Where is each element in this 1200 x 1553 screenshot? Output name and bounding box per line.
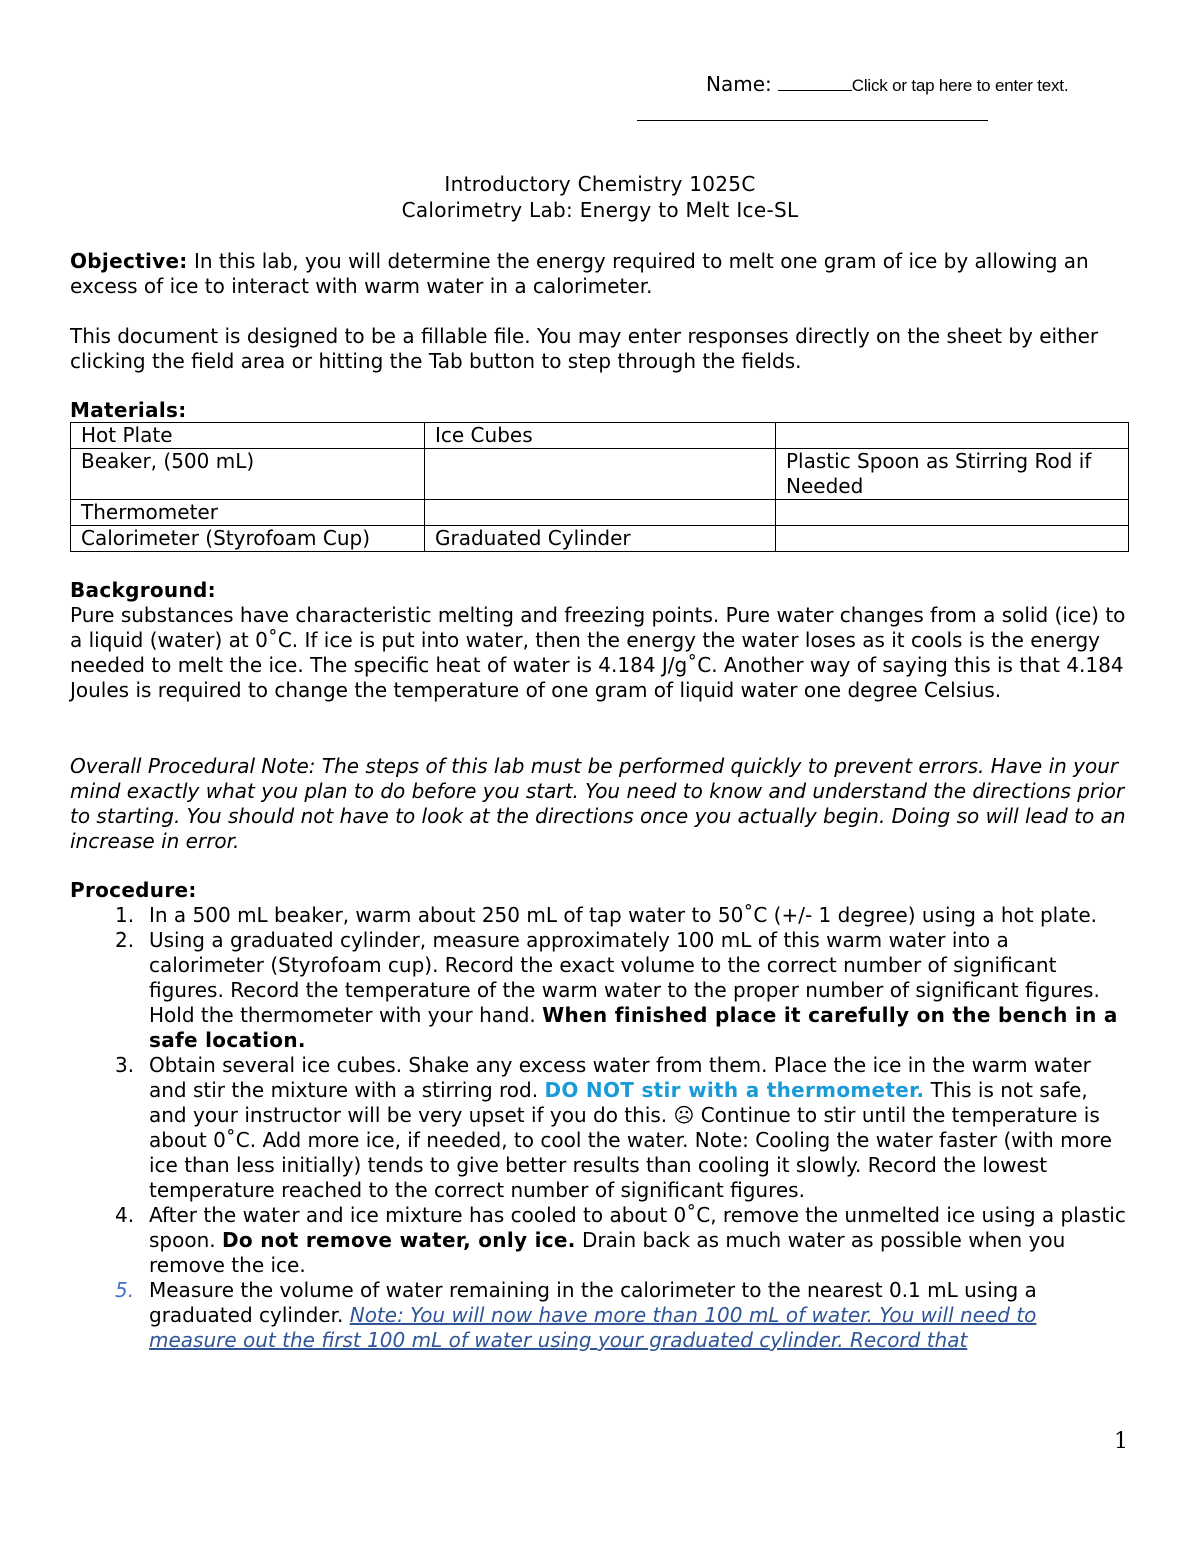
fillable-note: This document is designed to be a fillable file. You may enter responses directly on the sheet by either clicking the field area or hitting the Tab button to step through the fields.: [70, 324, 1099, 373]
table-row: [71, 526, 1129, 552]
table-row: [71, 449, 1129, 500]
step-number: 3.: [115, 1053, 135, 1077]
table-cell: Hot Plate: [71, 423, 425, 449]
step-number: 1.: [115, 903, 135, 927]
table-cell: [776, 423, 1129, 449]
procedure-heading: Procedure:: [70, 878, 197, 902]
list-item: [70, 1053, 1130, 1203]
list-item: [70, 928, 1130, 1053]
background-text: Pure substances have characteristic melting and freezing points. Pure water changes from a solid (ice) to a liquid (water) at 0˚C. If ice is put into water, then the energy the water loses as it cools is the energy needed to melt the ice. The specific heat of water is 4.184 J/g˚C. Another way of saying this is that 4.184 Joules is required to change the temperature of one gram of liquid water one degree Celsius.: [70, 603, 1126, 702]
step-bold-text: Do not remove water, only ice.: [221, 1228, 576, 1252]
table-cell: Plastic Spoon as Stirring Rod if Needed: [776, 449, 1129, 500]
name-label: Name:: [706, 72, 772, 96]
materials-heading: Materials:: [70, 398, 187, 422]
background-heading: Background:: [70, 578, 216, 602]
step-number: 4.: [115, 1203, 135, 1227]
table-cell: [776, 500, 1129, 526]
step-text: Obtain several ice cubes. Shake any excess water from them. Place the ice in the warm water and stir the mixture with a stirring rod.: [149, 1053, 1091, 1102]
table-cell: Ice Cubes: [425, 423, 776, 449]
table-cell: [425, 449, 776, 500]
step-text: After the water and ice mixture has cooled to about 0˚C, remove the unmelted ice using a plastic spoon.: [149, 1203, 1126, 1252]
name-underline: [778, 72, 852, 91]
table-cell: Beaker, (500 mL): [71, 449, 425, 500]
course-title: Introductory Chemistry 1025C: [444, 172, 756, 196]
name-input-field[interactable]: Click or tap here to enter text.: [851, 76, 1069, 95]
objective-label: Objective:: [70, 249, 188, 273]
table-cell: [425, 500, 776, 526]
table-cell: Thermometer: [71, 500, 425, 526]
table-row: [71, 423, 1129, 449]
objective-paragraph: [70, 249, 1130, 299]
step-text: This is not safe, and your instructor will be very upset if you do this. ☹ Continue to stir until the temperature is about 0˚C. Add more ice, if needed, to cool the water. Note: Cooling the water faster (with more ice than less initially) tends to give better results than cooling it slowly. Record the lowest temperature reached to the correct number of significant figures.: [149, 1078, 1112, 1202]
list-item: [70, 903, 1130, 928]
thermometer-warning: DO NOT stir with a thermometer.: [544, 1078, 925, 1102]
signature-line: [637, 120, 988, 121]
page-number: 1: [1114, 1429, 1128, 1454]
materials-table: [70, 422, 1129, 552]
objective-text: In this lab, you will determine the energy required to melt one gram of ice by allowing an excess of ice to interact with warm water in a calorimeter.: [70, 249, 1089, 298]
lab-title: Calorimetry Lab: Energy to Melt Ice-SL: [401, 198, 799, 222]
step-text: Using a graduated cylinder, measure approximately 100 mL of this warm water into a calorimeter (Styrofoam cup). Record the exact volume to the correct number of significant figures. Record the temperature of the warm water to the proper number of significant figures. Hold the thermometer with your hand.: [149, 928, 1100, 1027]
table-cell: [776, 526, 1129, 552]
name-row: [706, 72, 1068, 98]
step-number: 5.: [115, 1278, 135, 1302]
procedural-note: Overall Procedural Note: The steps of this lab must be performed quickly to prevent errors. Have in your mind exactly what you plan to do before you start. You need to know and understand the directions prior to starting. You should not have to look at the directions once you actually begin. Doing so will lead to an increase in error.: [70, 754, 1126, 853]
table-row: [71, 500, 1129, 526]
step-bold-text: When finished place it carefully on the bench in a safe location.: [149, 1003, 1118, 1052]
list-item: [70, 1278, 1130, 1353]
step-text: Measure the volume of water remaining in the calorimeter to the nearest 0.1 mL using a graduated cylinder.: [149, 1278, 1037, 1327]
step-number: 2.: [115, 928, 135, 952]
table-cell: Graduated Cylinder: [425, 526, 776, 552]
list-item: [70, 1203, 1130, 1278]
step-note: Note: You will now have more than 100 mL of water. You will need to measure out the first 100 mL of water using your graduated cylinder. Record that: [149, 1303, 1037, 1352]
step-text: Drain back as much water as possible when you remove the ice.: [149, 1228, 1066, 1277]
table-cell: Calorimeter (Styrofoam Cup): [71, 526, 425, 552]
step-text: In a 500 mL beaker, warm about 250 mL of tap water to 50˚C (+/- 1 degree) using a hot plate.: [149, 903, 1097, 927]
procedure-list: [70, 903, 1130, 1353]
